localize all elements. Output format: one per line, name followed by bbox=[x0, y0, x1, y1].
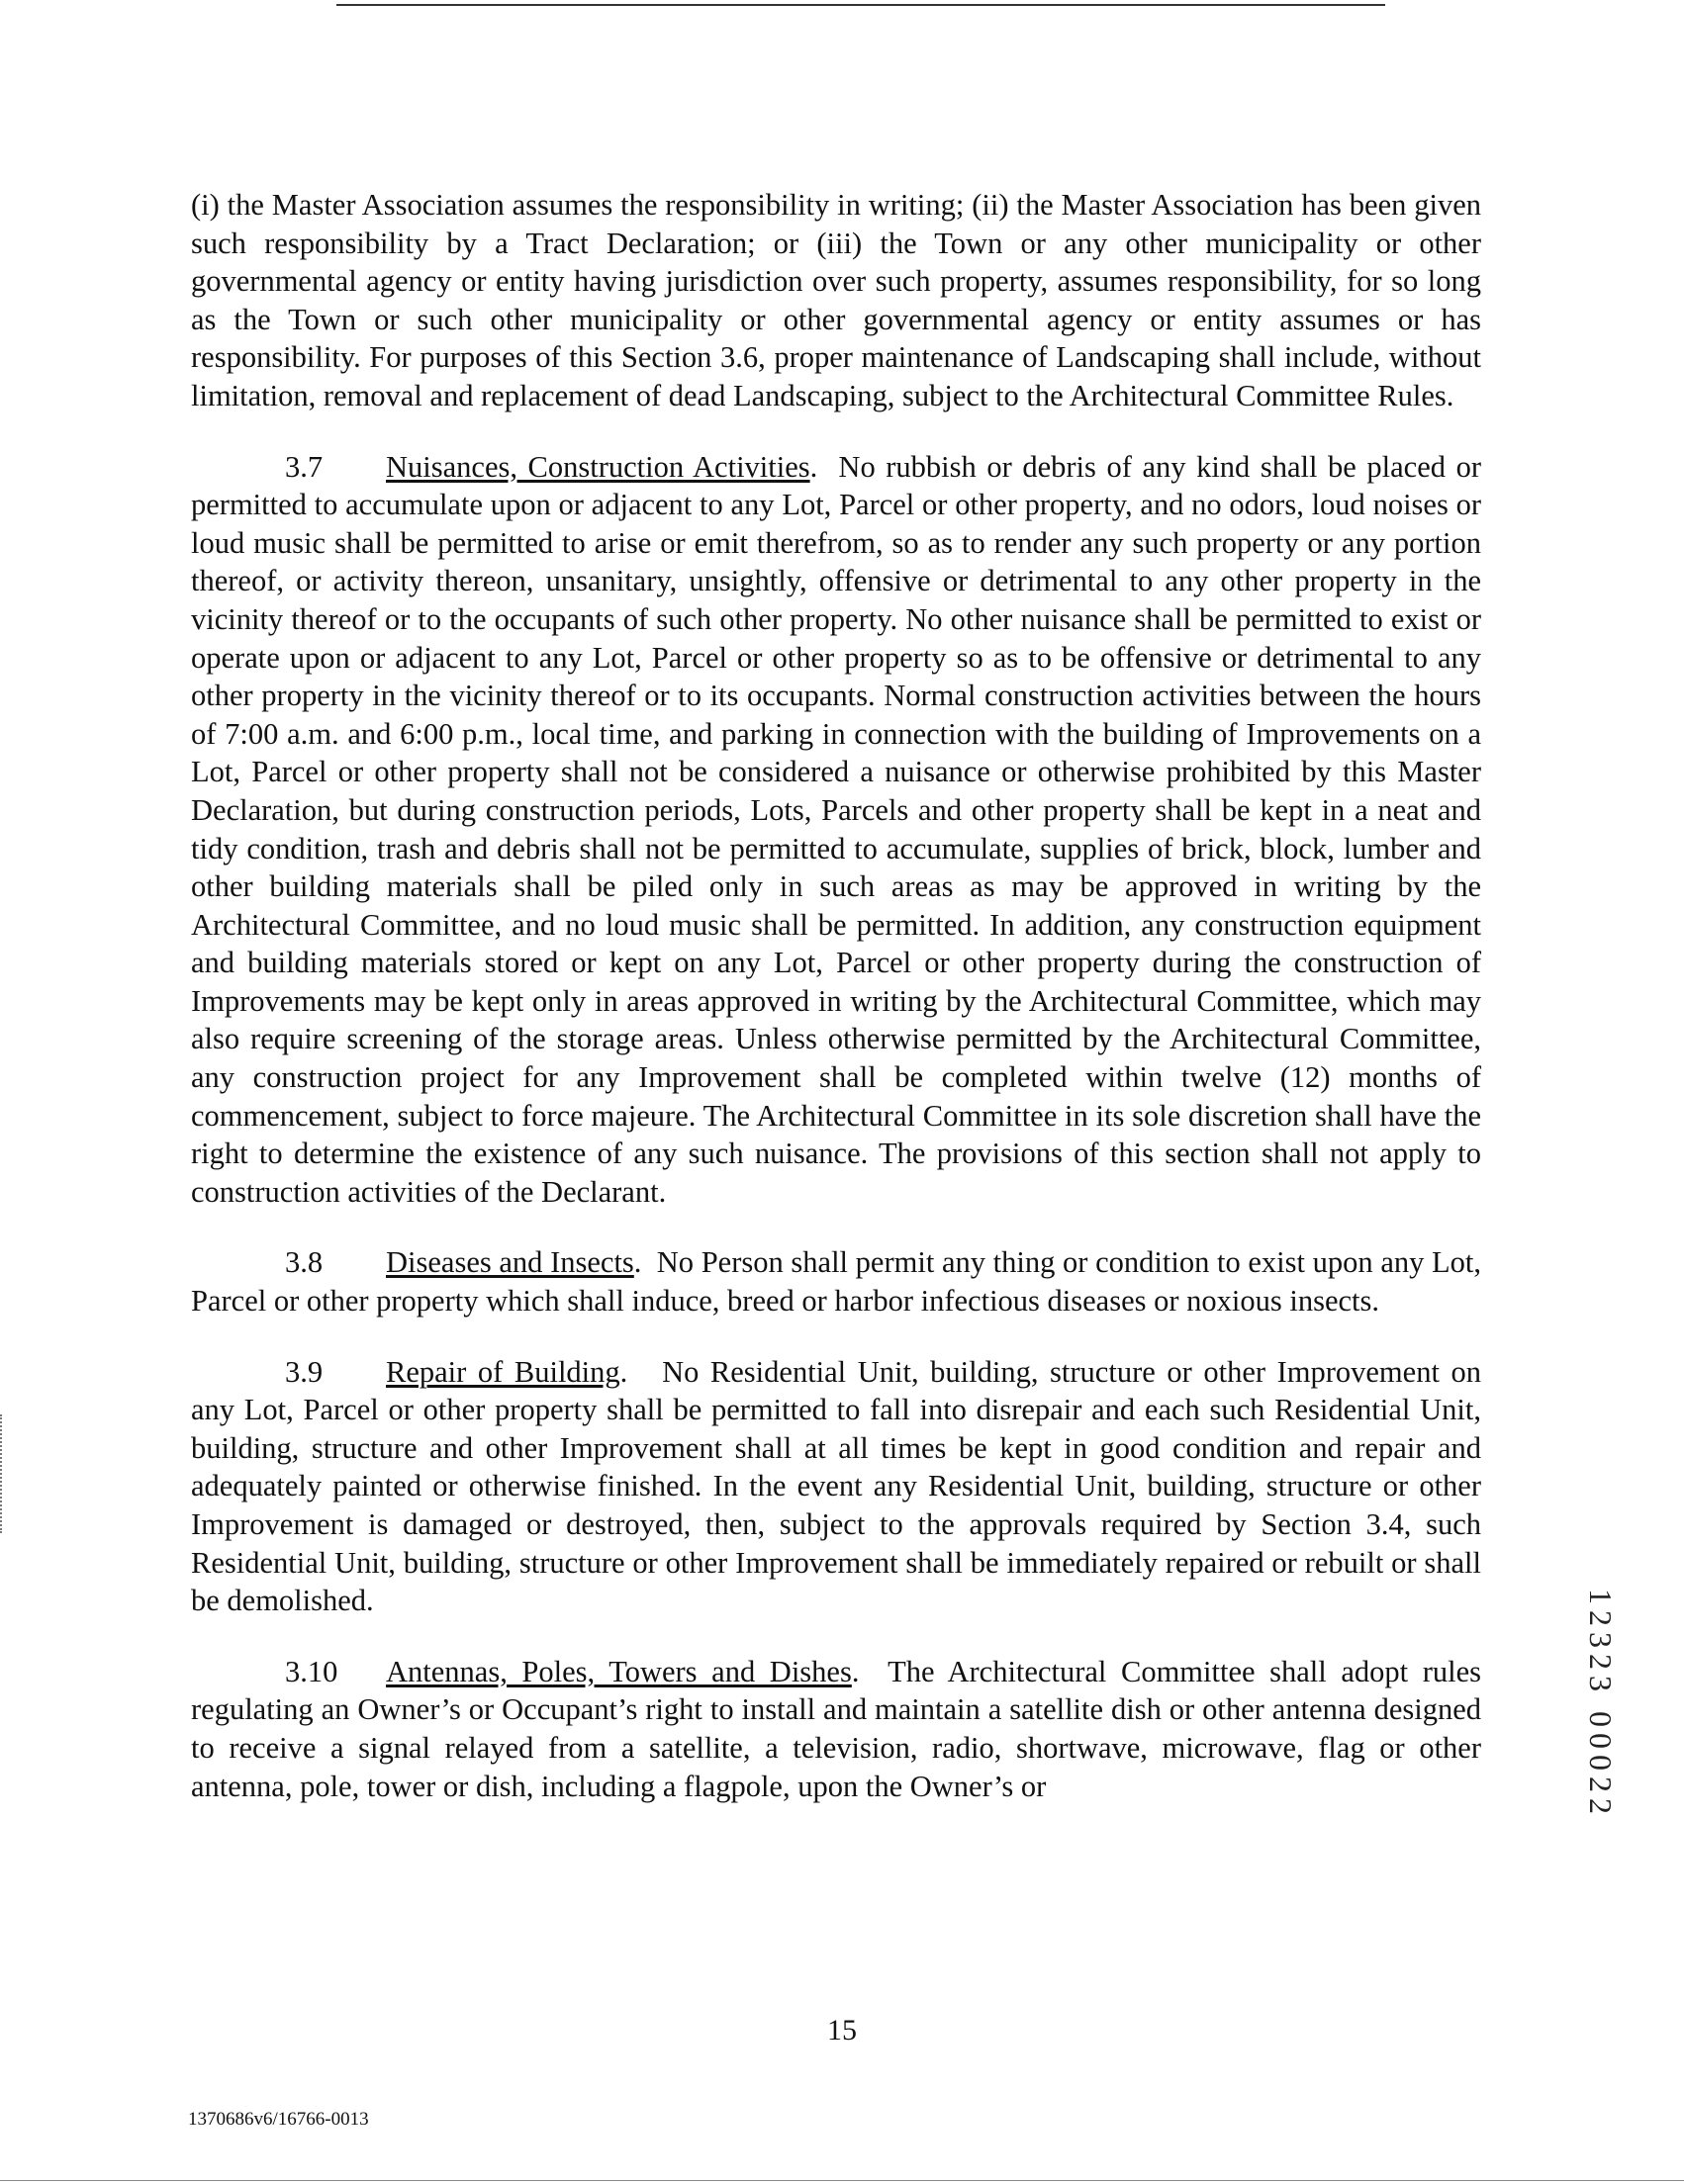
recording-stamp: 12323 00022 bbox=[1583, 1589, 1619, 1820]
document-body bbox=[191, 186, 1481, 1838]
top-border-line bbox=[336, 4, 1385, 6]
section-number: 3.8 bbox=[285, 1245, 324, 1280]
section-title: Antennas, Poles, Towers and Dishes bbox=[386, 1654, 852, 1688]
section-title: Repair of Building bbox=[386, 1354, 620, 1389]
section-3-8: 3.8 Diseases and Insects. No Person shall permit any thing or condition to exist upon any Lot, Parcel or other property which shall induce, breed or harbor infectious diseases or noxious insects. bbox=[191, 1245, 1482, 1319]
section-3-10: 3.10 Antennas, Poles, Towers and Dishes. The Architectural Committee shall adopt rules regulating an Owner’s or Occupant’s right to install and maintain a satellite dish or other antenna designed to receive a signal relayed from a satellite, a television, radio, shortwave, microwave, flag or other antenna, pole, tower or dish, including a flagpole, upon the Owner’s or bbox=[191, 1654, 1482, 1803]
section-number: 3.10 bbox=[285, 1654, 338, 1688]
section-number: 3.7 bbox=[285, 449, 324, 484]
section-title: Nuisances, Construction Activities bbox=[386, 449, 810, 484]
section-3-7: 3.7 Nuisances, Construction Activities. No rubbish or debris of any kind shall be placed or permitted to accumulate upon or adjacent to any Lot, Parcel or other property, and no odors, loud noises or loud music shall be permitted to arise or emit therefrom, so as to render any such property or any portion thereof, or activity thereon, unsanitary, unsightly, offensive or detrimental to any other property in the vicinity thereof or to the occupants of such other property. No other nuisance shall be permitted to exist or operate upon or adjacent to any Lot, Parcel or other property so as to be offensive or detrimental to any other property in the vicinity thereof or to its occupants. Normal construction activities between the hours of 7:00 a.m. and 6:00 p.m., local time, and parking in connection with the building of Improvements on a Lot, Parcel or other property shall not be considered a nuisance or otherwise prohibited by this Master Declaration, but during construction periods, Lots, Parcels and other property shall be kept in a neat and tidy condition, trash and debris shall not be permitted to accumulate, supplies of brick, block, lumber and other building materials shall be piled only in such areas as may be approved in writing by the Architectural Committee, and no loud music shall be permitted. In addition, any construction equipment and building materials stored or kept on any Lot, Parcel or other property during the construction of Improvements may be kept only in areas approved in writing by the Architectural Committee, which may also require screening of the storage areas. Unless otherwise permitted by the Architectural Committee, any construction project for any Improvement shall be completed within twelve (12) months of commencement, subject to force majeure. The Architectural Committee in its sole discretion shall have the right to determine the existence of any such nuisance. The provisions of this section shall not apply to construction activities of the Declarant. bbox=[191, 449, 1481, 1209]
intro-paragraph: (i) the Master Association assumes the responsibility in writing; (ii) the Master Association has been given such responsibility by a Tract Declaration; or (iii) the Town or any other municipality or other governmental agency or entity having jurisdiction over such property, assumes responsibility, for so long as the Town or such other municipality or other governmental agency or entity assumes or has responsibility. For purposes of this Section 3.6, proper maintenance of Landscaping shall include, without limitation, removal and replacement of dead Landscaping, subject to the Architectural Committee Rules. bbox=[191, 188, 1481, 412]
left-edge-scan-mark bbox=[0, 1414, 2, 1533]
section-text: No Person shall permit any thing or condition to exist upon any Lot, Parcel or other property which shall induce, breed or harbor infectious diseases or noxious insects. bbox=[191, 1245, 1482, 1319]
bottom-border-line bbox=[0, 2180, 1684, 2181]
section-text: No rubbish or debris of any kind shall be placed or permitted to accumulate upon or adjacent to any Lot, Parcel or other property, and no odors, loud noises or loud music shall be permitted to arise or emit therefrom, so as to render any such property or any portion thereof, or activity thereon, unsanitary, unsightly, offensive or detrimental to any other property in the vicinity thereof or to the occupants of such other property. No other nuisance shall be permitted to exist or operate upon or adjacent to any Lot, Parcel or other property so as to be offensive or detrimental to any other property in the vicinity thereof or to its occupants. Normal construction activities between the hours of 7:00 a.m. and 6:00 p.m., local time, and parking in connection with the building of Improvements on a Lot, Parcel or other property shall not be considered a nuisance or otherwise prohibited by this Master Declaration, but during construction periods, Lots, Parcels and other property shall be kept in a neat and tidy condition, trash and debris shall not be permitted to accumulate, supplies of brick, block, lumber and other building materials shall be piled only in such areas as may be approved in writing by the Architectural Committee, and no loud music shall be permitted. In addition, any construction equipment and building materials stored or kept on any Lot, Parcel or other property during the construction of Improvements may be kept only in areas approved in writing by the Architectural Committee, which may also require screening of the storage areas. Unless otherwise permitted by the Architectural Committee, any construction project for any Improvement shall be completed within twelve (12) months of commencement, subject to force majeure. The Architectural Committee in its sole discretion shall have the right to determine the existence of any such nuisance. The provisions of this section shall not apply to construction activities of the Declarant. bbox=[191, 449, 1481, 1209]
section-number: 3.9 bbox=[285, 1354, 324, 1389]
section-text: No Residential Unit, building, structure or other Improvement on any Lot, Parcel or other property shall be permitted to fall into disrepair and each such Residential Unit, building, structure and other Improvement shall at all times be kept in good condition and repair and adequately painted or otherwise finished. In the event any Residential Unit, building, structure or other Improvement is damaged or destroyed, then, subject to the approvals required by Section 3.4, such Residential Unit, building, structure or other Improvement shall be immediately repaired or rebuilt or shall be demolished. bbox=[191, 1354, 1482, 1618]
document-id: 1370686v6/16766-0013 bbox=[188, 2109, 369, 2130]
section-3-9: 3.9 Repair of Building. No Residential Unit, building, structure or other Improvement on any Lot, Parcel or other property shall be permitted to fall into disrepair and each such Residential Unit, building, structure and other Improvement shall at all times be kept in good condition and repair and adequately painted or otherwise finished. In the event any Residential Unit, building, structure or other Improvement is damaged or destroyed, then, subject to the approvals required by Section 3.4, such Residential Unit, building, structure or other Improvement shall be immediately repaired or rebuilt or shall be demolished. bbox=[191, 1354, 1482, 1618]
section-text: The Architectural Committee shall adopt rules regulating an Owner’s or Occupant’s right to install and maintain a satellite dish or other antenna designed to receive a signal relayed from a satellite, a television, radio, shortwave, microwave, flag or other antenna, pole, tower or dish, including a flagpole, upon the Owner’s or bbox=[191, 1654, 1482, 1803]
section-title: Diseases and Insects bbox=[386, 1245, 634, 1280]
page-number: 15 bbox=[827, 2014, 857, 2047]
